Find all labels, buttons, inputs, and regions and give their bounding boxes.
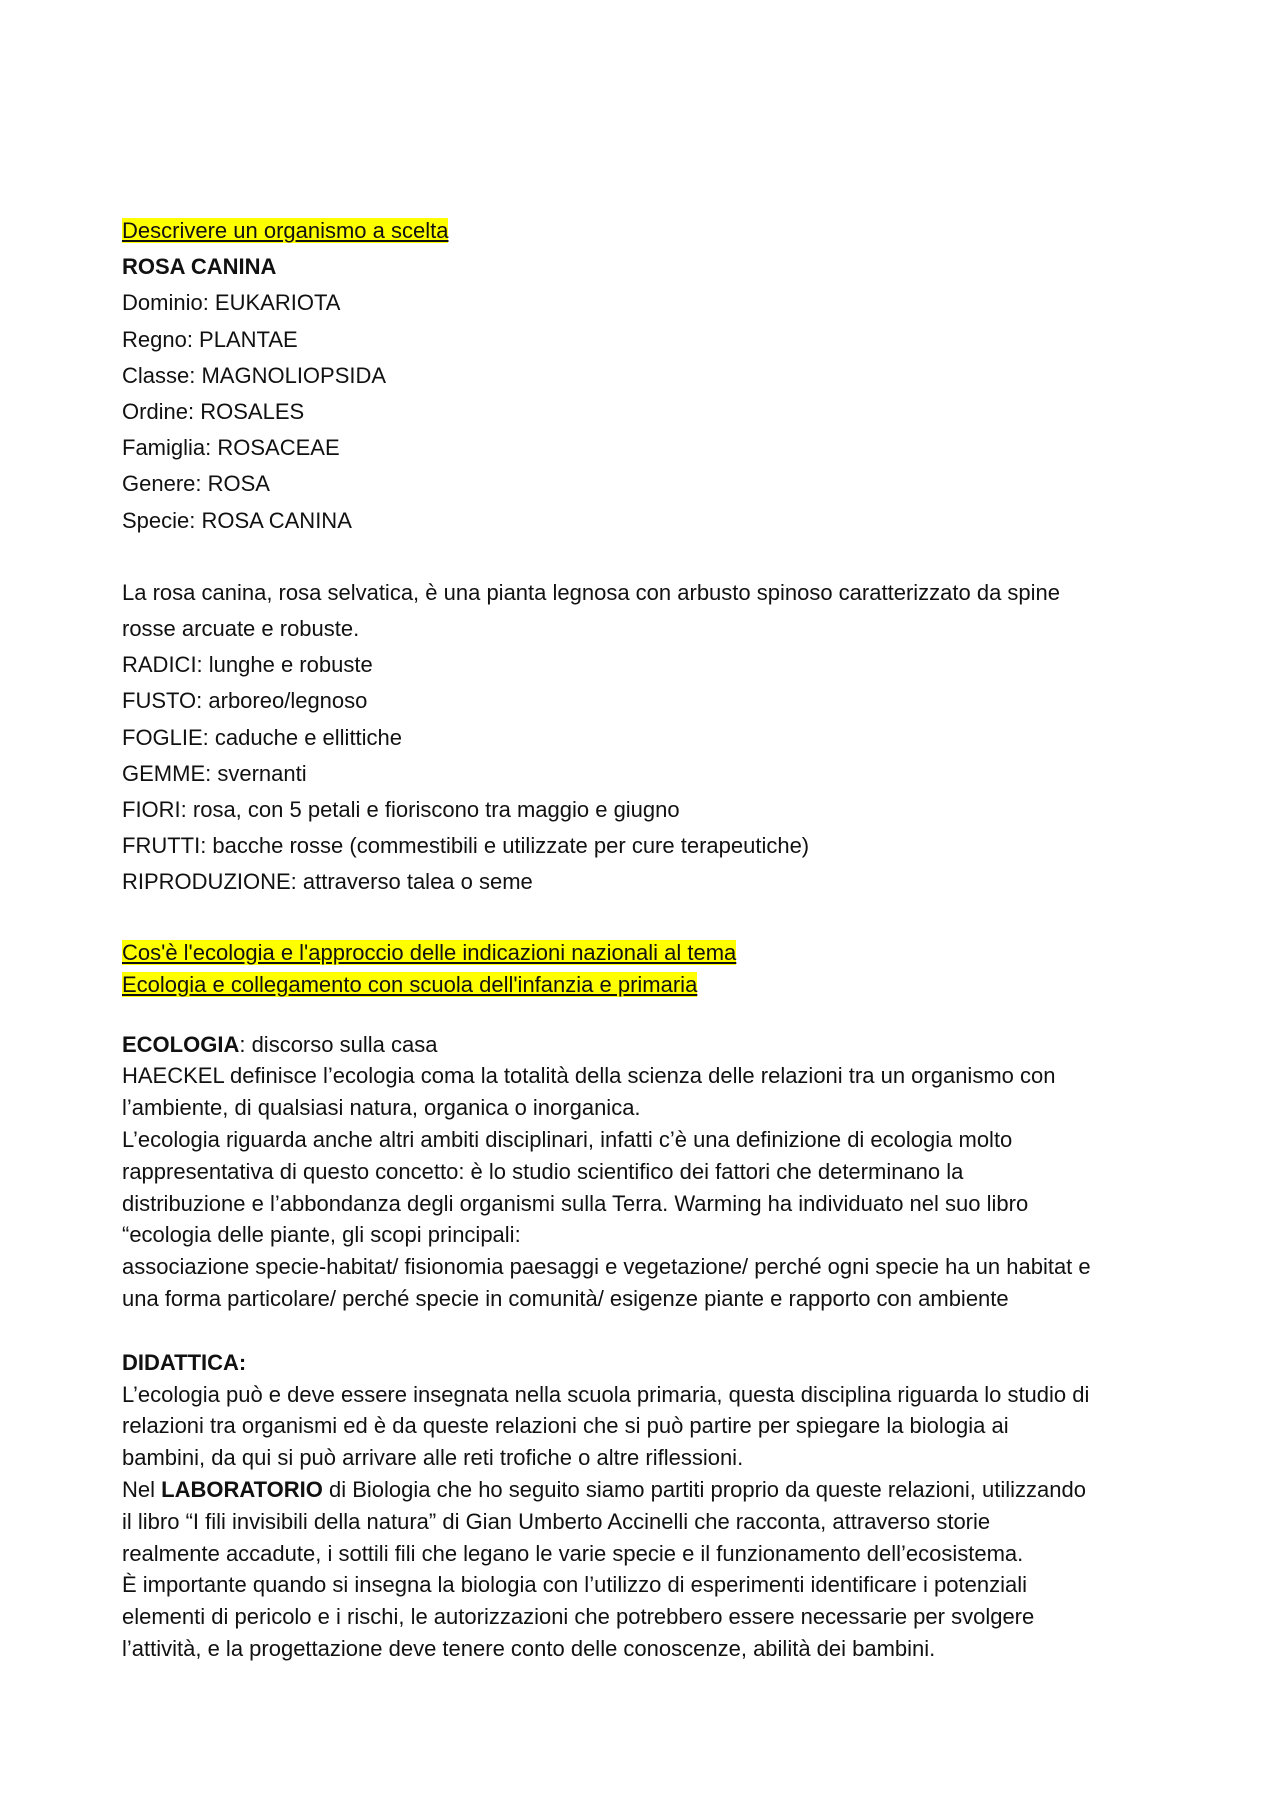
organism-title: ROSA CANINA xyxy=(122,254,277,280)
didactics-label: DIDATTICA: xyxy=(122,1349,247,1375)
trait-radici: RADICI: lunghe e robuste xyxy=(122,652,373,678)
trait-fusto: FUSTO: arboreo/legnoso xyxy=(122,688,368,714)
paragraph-line: L’ecologia riguarda anche altri ambiti disciplinari, infatti c’è una definizione di ecologia molto xyxy=(122,1127,1013,1153)
paragraph-line: “ecologia delle piante, gli scopi principali: xyxy=(122,1222,521,1248)
ecology-paragraph: ECOLOGIA: discorso sulla casa HAECKEL definisce l’ecologia coma la totalità della scienza delle relazioni tra un organismo con l’ambiente, di qualsiasi natura, organica o inorganica. L’ecologia riguarda anche altri ambiti disciplinari, infatti c’è una definizione di ecologia molto rappresentativa di questo concetto: è lo studio scientifico dei fattori che determinano la distribuzione e l’abbondanza degli organismi sulla Terra. Warming ha individuato nel suo libro “ecologia delle piante, gli scopi principali: associazione specie-habitat/ fisionomia paesaggi e vegetazione/ perché ogni specie ha un habitat e una forma particolare/ perché specie in comunità/ esigenze piante e rapporto con ambiente xyxy=(122,1029,1182,1315)
taxonomy-famiglia: Famiglia: ROSACEAE xyxy=(122,435,340,461)
ecology-label: ECOLOGIA xyxy=(122,1031,240,1057)
trait-gemme: GEMME: svernanti xyxy=(122,760,307,786)
trait-fiori: FIORI: rosa, con 5 petali e fioriscono tra maggio e giugno xyxy=(122,797,680,823)
taxonomy-specie: Specie: ROSA CANINA xyxy=(122,507,352,533)
lab-label: LABORATORIO xyxy=(161,1477,329,1503)
paragraph-line: realmente accadute, i sottili fili che legano le varie specie e il funzionamento dell’ecosistema. xyxy=(122,1540,1024,1566)
paragraph-line: associazione specie-habitat/ fisionomia paesaggi e vegetazione/ perché ogni specie ha un habitat e xyxy=(122,1254,1091,1280)
taxonomy-regno: Regno: PLANTAE xyxy=(122,326,298,352)
trait-frutti: FRUTTI: bacche rosse (commestibili e utilizzate per cure terapeutiche) xyxy=(122,833,810,859)
section-heading-organism: Descrivere un organismo a scelta xyxy=(122,218,449,243)
taxonomy-genere: Genere: ROSA xyxy=(122,471,270,497)
didactics-paragraph: DIDATTICA: L’ecologia può e deve essere insegnata nella scuola primaria, questa disciplina riguarda lo studio di relazioni tra organismi ed è da queste relazioni che si può partire per spiegare la biologia ai bambini, da qui si può arrivare alle reti trofiche o altre riflessioni. Nel LABORATORIO di Biologia che ho seguito siamo partiti proprio da queste relazioni, utilizzando il libro “I fili invisibili della natura” di Gian Umberto Accinelli che racconta, attraverso storie realmente accadute, i sottili fili che legano le varie specie e il funzionamento dell’ecosistema. È importante quando si insegna la biologia con l’utilizzo di esperimenti identificare i potenziali elementi di pericolo e i rischi, le autorizzazioni che potrebbero essere necessarie per svolgere l’attività, e la progettazione deve tenere conto delle conoscenze, abilità dei bambini. xyxy=(122,1347,1182,1665)
paragraph-line: una forma particolare/ perché specie in comunità/ esigenze piante e rapporto con ambiente xyxy=(122,1286,1009,1312)
paragraph-line: relazioni tra organismi ed è da queste relazioni che si può partire per spiegare la biologia ai xyxy=(122,1413,1009,1439)
description-line: rosse arcuate e robuste. xyxy=(122,616,360,642)
description-section xyxy=(122,575,1182,901)
document-body xyxy=(122,213,1182,1665)
paragraph-line: l’attività, e la progettazione deve tenere conto delle conoscenze, abilità dei bambini. xyxy=(122,1636,936,1661)
paragraph-line: È importante quando si insegna la biologia con l’utilizzo di esperimenti identificare i potenziali xyxy=(122,1572,1027,1598)
section-heading-ecology: Cos'è l'ecologia e l'approccio delle indicazioni nazionali al tema xyxy=(122,939,737,965)
taxonomy-dominio: Dominio: EUKARIOTA xyxy=(122,290,341,316)
taxonomy-ordine: Ordine: ROSALES xyxy=(122,399,305,425)
paragraph-line: elementi di pericolo e i rischi, le autorizzazioni che potrebbero essere necessarie per svolgere xyxy=(122,1604,1035,1630)
paragraph-line: rappresentativa di questo concetto: è lo studio scientifico dei fattori che determinano la xyxy=(122,1158,964,1184)
taxonomy-classe: Classe: MAGNOLIOPSIDA xyxy=(122,362,387,388)
paragraph-line: HAECKEL definisce l’ecologia coma la totalità della scienza delle relazioni tra un organismo con xyxy=(122,1063,1056,1089)
description-line: La rosa canina, rosa selvatica, è una pianta legnosa con arbusto spinoso caratterizzato da spine xyxy=(122,579,1061,605)
paragraph-line: l’ambiente, di qualsiasi natura, organica o inorganica. xyxy=(122,1095,641,1121)
ecology-headings xyxy=(122,937,1182,1001)
paragraph-line: L’ecologia può e deve essere insegnata nella scuola primaria, questa disciplina riguarda lo studio di xyxy=(122,1381,1090,1407)
trait-foglie: FOGLIE: caduche e ellittiche xyxy=(122,724,403,750)
paragraph-line: il libro “I fili invisibili della natura” di Gian Umberto Accinelli che racconta, attraverso storie xyxy=(122,1508,991,1534)
section-heading-school: Ecologia e collegamento con scuola dell'infanzia e primaria xyxy=(122,971,698,997)
organism-section xyxy=(122,213,1182,539)
trait-riproduzione: RIPRODUZIONE: attraverso talea o seme xyxy=(122,869,533,895)
paragraph-line: distribuzione e l’abbondanza degli organismi sulla Terra. Warming ha individuato nel suo libro xyxy=(122,1190,1029,1216)
paragraph-line: bambini, da qui si può arrivare alle reti trofiche o altre riflessioni. xyxy=(122,1445,744,1471)
